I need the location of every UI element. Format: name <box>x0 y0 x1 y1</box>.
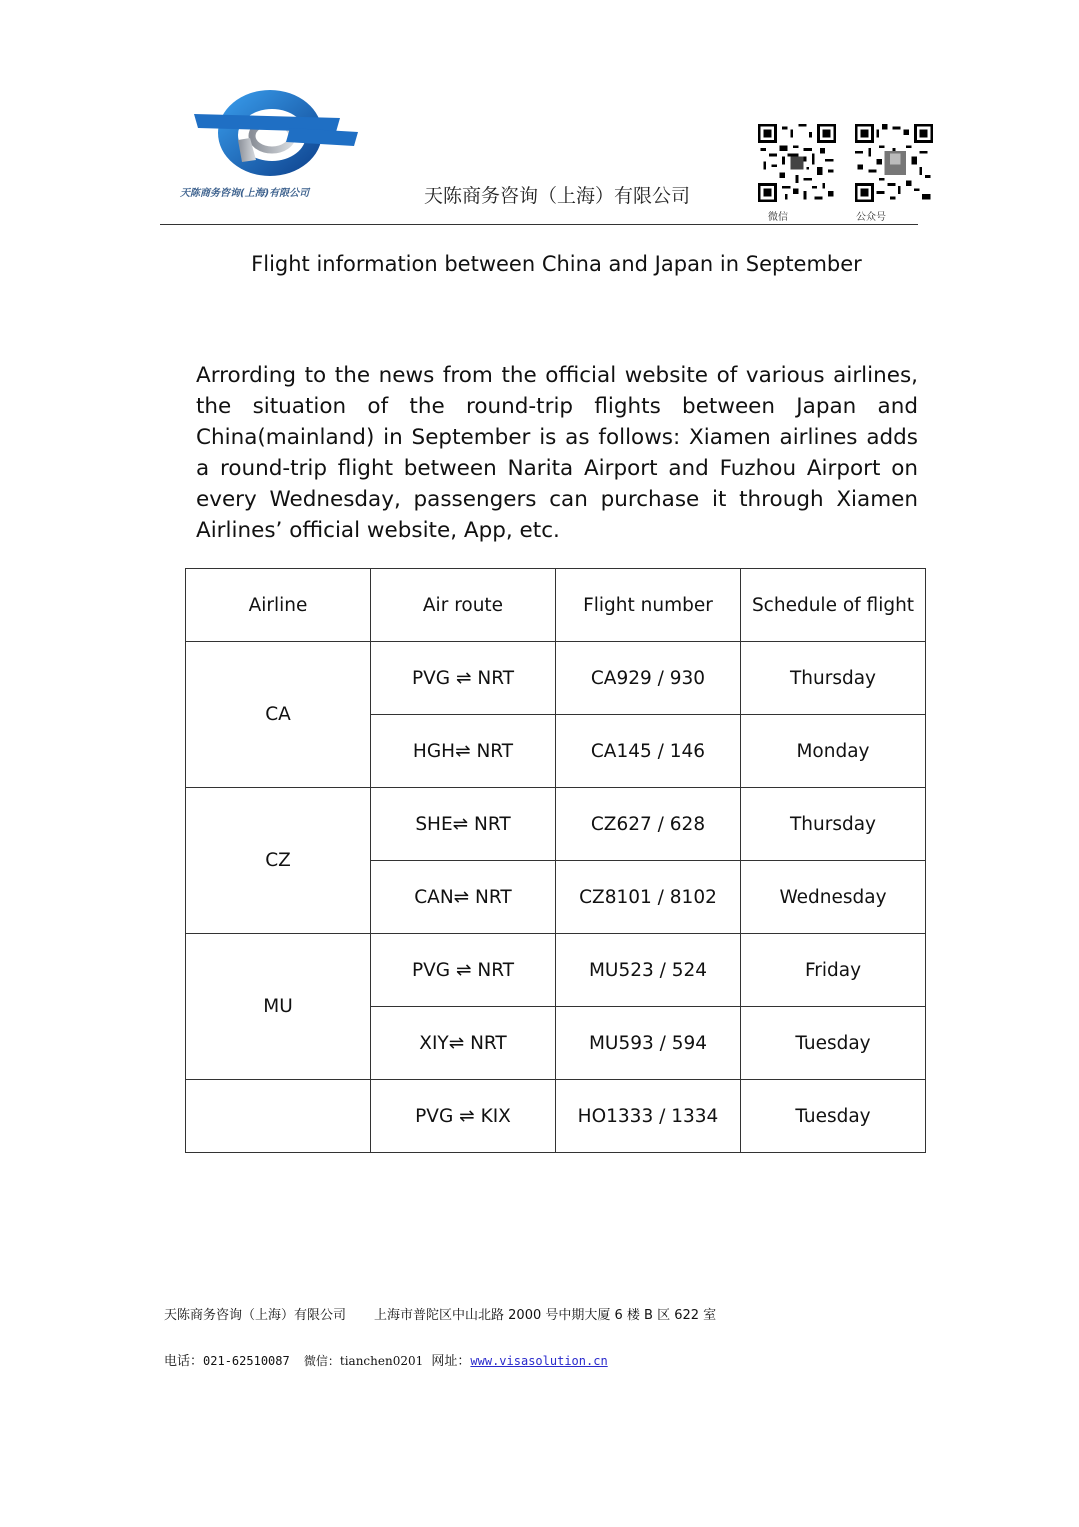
flight-number-cell: MU593 / 594 <box>556 1007 741 1080</box>
airline-cell <box>186 1080 371 1153</box>
airline-cell: CA <box>186 642 371 788</box>
airline-cell: CZ <box>186 788 371 934</box>
official-account-qr-code <box>855 124 933 202</box>
wechat-id: tianchen0201 <box>339 1354 424 1368</box>
schedule-cell: Thursday <box>741 788 926 861</box>
flight-table <box>185 568 926 1153</box>
website-label: 网址： <box>431 1354 471 1369</box>
phone-number: 021-62510087 <box>203 1354 290 1368</box>
table-row <box>186 788 926 861</box>
route-cell: SHE⇌ NRT <box>371 788 556 861</box>
column-header-airline: Airline <box>186 569 371 642</box>
flight-number-cell: CA929 / 930 <box>556 642 741 715</box>
route-cell: PVG ⇌ NRT <box>371 642 556 715</box>
intro-paragraph: Arrording to the news from the official website of various airlines, the situation of the round-trip flights between Japan and China(mainland) in September is as follows: Xiamen airlines adds a round-trip flight between Narita Airport and Fuzhou Airport on every Wednesday, passengers can purchase it through Xiamen Airlines’ official website, App, etc. <box>196 363 918 543</box>
logo-wordmark: 天陈商务咨询(上海)有限公司 <box>180 188 310 199</box>
company-name-header: 天陈商务咨询（上海）有限公司 <box>424 185 691 207</box>
footer-company-address <box>164 1304 716 1323</box>
wechat-label: 微信： <box>303 1354 340 1368</box>
logo-emblem-icon <box>190 88 360 188</box>
route-cell: CAN⇌ NRT <box>371 861 556 934</box>
route-cell: PVG ⇌ KIX <box>371 1080 556 1153</box>
schedule-cell: Tuesday <box>741 1080 926 1153</box>
column-header-air-route: Air route <box>371 569 556 642</box>
flight-number-cell: HO1333 / 1334 <box>556 1080 741 1153</box>
header-divider <box>160 224 918 225</box>
schedule-cell: Tuesday <box>741 1007 926 1080</box>
route-cell: HGH⇌ NRT <box>371 715 556 788</box>
website-link[interactable]: www.visasolution.cn <box>470 1354 608 1368</box>
qr-code-icon <box>758 124 836 202</box>
schedule-cell: Friday <box>741 934 926 1007</box>
table-row <box>186 934 926 1007</box>
airline-cell: MU <box>186 934 371 1080</box>
route-cell: PVG ⇌ NRT <box>371 934 556 1007</box>
schedule-cell: Wednesday <box>741 861 926 934</box>
table-row <box>186 1080 926 1153</box>
flight-number-cell: MU523 / 524 <box>556 934 741 1007</box>
wechat-qr-code <box>758 124 836 202</box>
wechat-qr-label: 微信 <box>768 212 788 223</box>
flight-number-cell: CA145 / 146 <box>556 715 741 788</box>
company-logo <box>180 88 365 198</box>
document-title: Flight information between China and Japan in September <box>251 252 862 276</box>
table-header-row <box>186 569 926 642</box>
phone-label: 电话： <box>164 1354 204 1369</box>
flight-number-cell: CZ8101 / 8102 <box>556 861 741 934</box>
official-account-qr-label: 公众号 <box>856 212 886 223</box>
column-header-schedule: Schedule of flight <box>741 569 926 642</box>
column-header-flight-number: Flight number <box>556 569 741 642</box>
route-cell: XIY⇌ NRT <box>371 1007 556 1080</box>
schedule-cell: Monday <box>741 715 926 788</box>
qr-code-icon <box>855 124 933 202</box>
footer-contact <box>164 1350 608 1369</box>
footer-address: 上海市普陀区中山北路 2000 号中期大厦 6 楼 B 区 622 室 <box>374 1308 717 1323</box>
table-row <box>186 642 926 715</box>
footer-company-name: 天陈商务咨询（上海）有限公司 <box>164 1308 347 1323</box>
flight-number-cell: CZ627 / 628 <box>556 788 741 861</box>
schedule-cell: Thursday <box>741 642 926 715</box>
